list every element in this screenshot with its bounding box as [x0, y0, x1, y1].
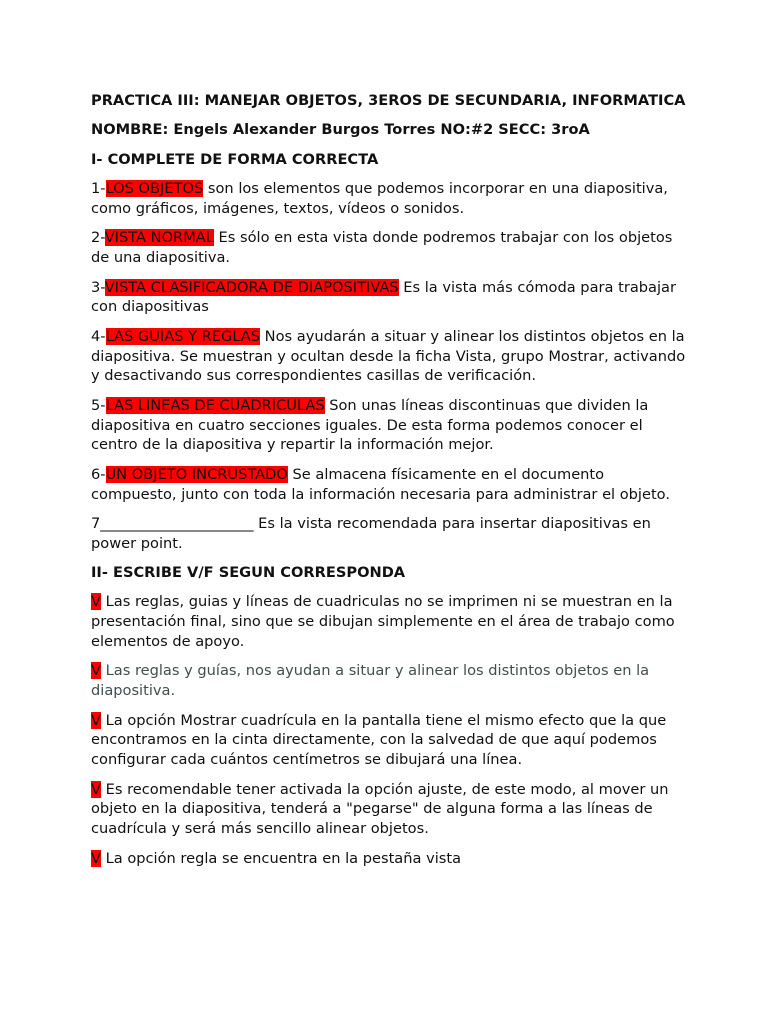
question-2 [91, 228, 687, 268]
true-false-item-3 [91, 711, 687, 770]
true-false-item-5 [91, 849, 687, 869]
highlighted-answer: VISTA CLASIFICADORA DE DIAPOSITIVAS [104, 278, 399, 296]
true-false-item-4 [91, 780, 687, 839]
question-text: son los elementos que podemos incorporar en una diapositiva, como gráficos, imágenes, textos, vídeos o sonidos. [91, 180, 668, 217]
highlighted-answer: LOS OBJETOS [105, 180, 204, 198]
question-number: 6- [91, 465, 106, 483]
question-text: Se almacena físicamente en el documento compuesto, junto con toda la información necesaria para administrar el objeto. [91, 465, 670, 503]
question-4 [91, 327, 687, 386]
question-text: Nos ayudarán a situar y alinear los distintos objetos en la diapositiva. Se muestran y ocultan desde la ficha Vista, grupo Mostrar, activando y desactivando sus correspondientes casillas de verificación. [91, 327, 686, 385]
highlighted-answer: LAS LINEAS DE CUADRICULAS [105, 396, 325, 414]
question-3 [91, 278, 687, 318]
statement-text: Las reglas y guías, nos ayudan a situar y alinear los distintos objetos en la diapositiva. [91, 662, 650, 700]
true-false-mark: V [91, 780, 101, 798]
document-title: PRACTICA III: MANEJAR OBJETOS, 3EROS DE SECUNDARIA, INFORMATICA [91, 92, 686, 109]
true-false-mark: V [91, 849, 101, 867]
statement-text: Las reglas, guias y líneas de cuadriculas no se imprimen ni se muestran en la presentación final, sino que se dibujan simplemente en el área de trabajo como elementos de apoyo. [91, 593, 675, 651]
statement-text: Es recomendable tener activada la opción ajuste, de este modo, al mover un objeto en la diapositiva, tenderá a "pegarse" de alguna forma a las líneas de cuadrícula y será más sencillo alinear objetos. [91, 780, 669, 838]
highlighted-answer: UN OBJETO INCRUSTADO [105, 465, 288, 483]
question-5 [91, 396, 687, 455]
true-false-mark: V [91, 662, 101, 680]
statement-text: La opción regla se encuentra en la pestaña vista [100, 849, 462, 867]
question-text: Son unas líneas discontinuas que dividen la diapositiva en cuatro secciones iguales. De esta forma podemos conocer el centro de la diapositiva y repartir la información mejor. [91, 396, 649, 454]
section-1-heading: I- COMPLETE DE FORMA CORRECTA [91, 150, 379, 168]
question-number: 2- [91, 229, 105, 247]
document-page [91, 91, 687, 878]
question-7: 7_____________________ Es la vista recomendada para insertar diapositivas en power point. [91, 514, 651, 552]
statement-text: La opción Mostrar cuadrícula en la pantalla tiene el mismo efecto que la que encontramos en la cinta directamente, con la salvedad de que aquí podemos configurar cada cuántos centímetros se dibujará una línea. [91, 711, 667, 769]
question-text: Es la vista más cómoda para trabajar con diapositivas [91, 278, 676, 316]
question-number: 4- [91, 327, 106, 345]
question-number: 1- [91, 180, 106, 198]
highlighted-answer: VISTA NORMAL [104, 229, 214, 247]
question-text: Es sólo en esta vista donde podremos trabajar con los objetos de una diapositiva. [91, 229, 673, 267]
student-name-line: NOMBRE: Engels Alexander Burgos Torres NO:#2 SECC: 3roA [91, 121, 590, 139]
question-number: 3- [91, 278, 105, 296]
question-1 [91, 179, 687, 219]
section-2-heading: II- ESCRIBE V/F SEGUN CORRESPONDA [91, 564, 406, 582]
question-number: 5- [91, 396, 106, 414]
question-6 [91, 465, 687, 505]
highlighted-answer: LAS GUIAS Y REGLAS [105, 327, 261, 345]
true-false-mark: V [91, 711, 101, 729]
true-false-mark: V [91, 593, 101, 611]
true-false-item-2 [91, 661, 687, 701]
true-false-item-1 [91, 592, 687, 651]
